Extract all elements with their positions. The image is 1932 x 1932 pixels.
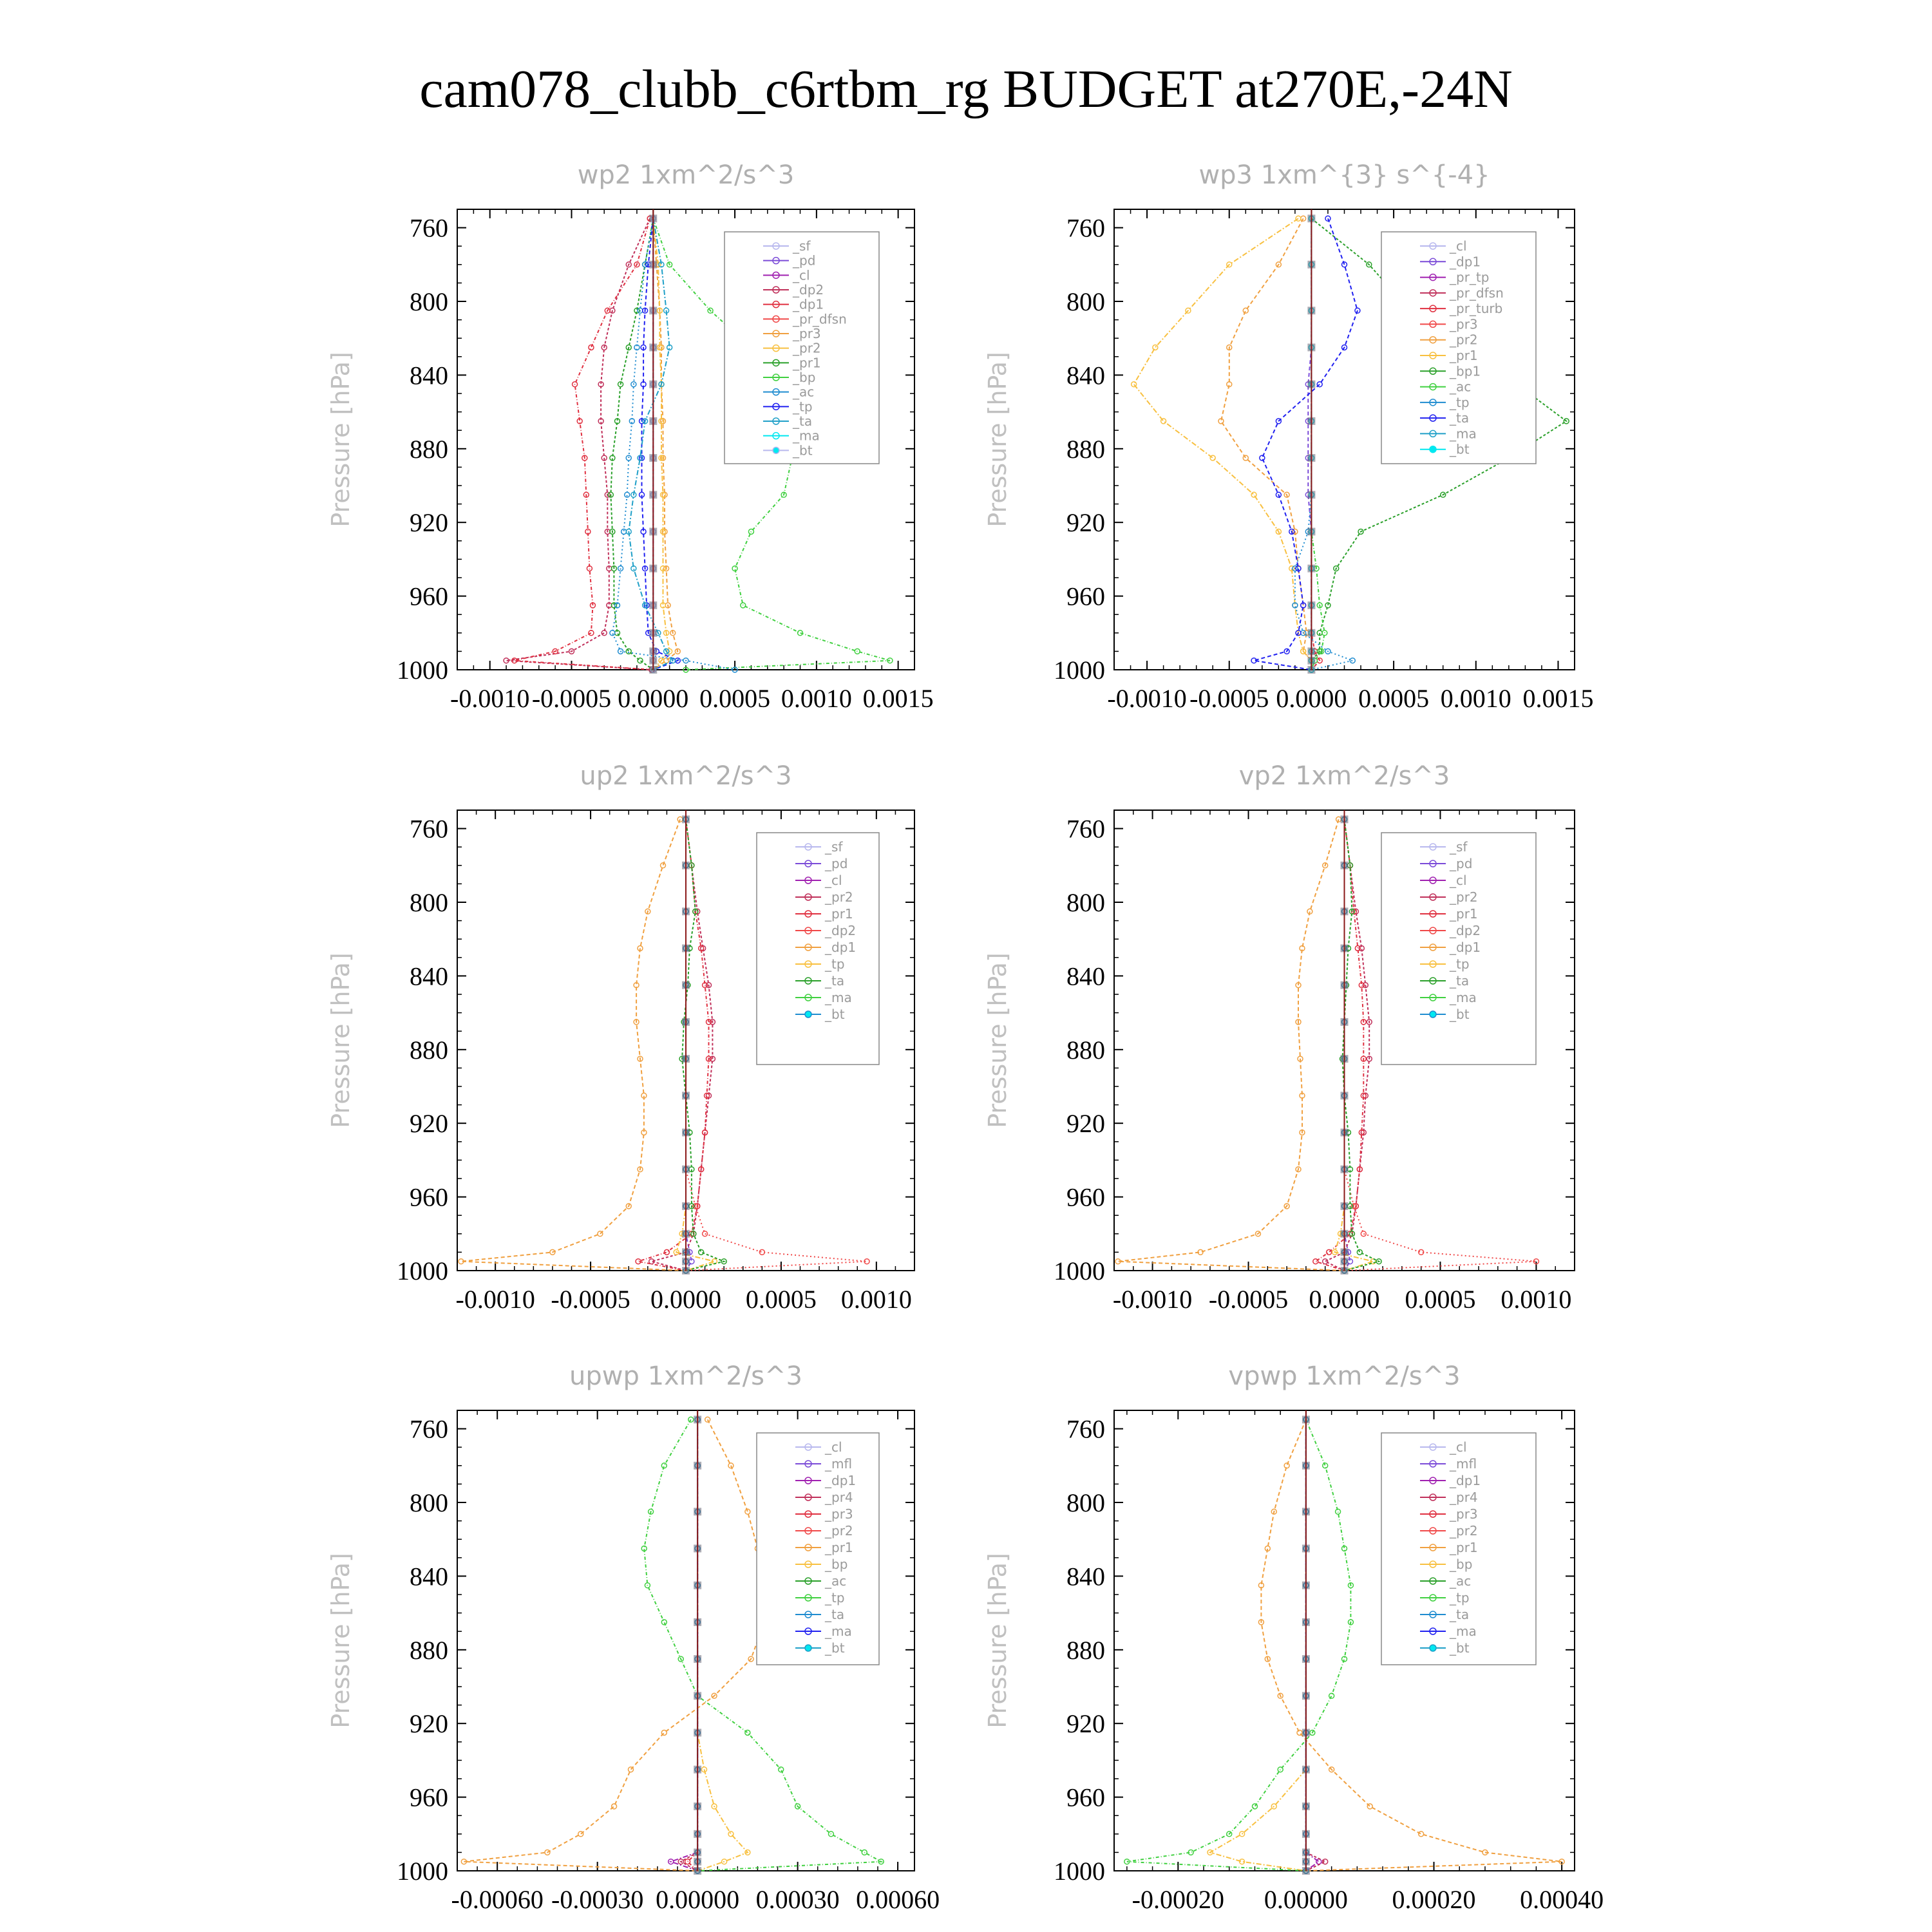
x-tick-label: -0.0010 — [1112, 1285, 1193, 1314]
x-tick-label: 0.00060 — [856, 1885, 940, 1914]
legend-label: _dp1 — [825, 1473, 857, 1488]
data-point — [1161, 419, 1166, 424]
data-point — [1317, 382, 1322, 387]
legend-label: _ma — [825, 1624, 852, 1639]
data-point — [685, 1859, 690, 1864]
panel-title: wp3 1xm^{3} s^{-4} — [1198, 160, 1490, 190]
y-tick-label: 960 — [410, 582, 448, 611]
y-axis-label: Pressure [hPa] — [327, 1553, 355, 1728]
legend-label: _pd — [825, 856, 848, 871]
legend-label: _pr2 — [825, 889, 853, 905]
legend-label: _dp1 — [825, 940, 857, 955]
data-point — [598, 1231, 603, 1236]
legend-label: _pr3 — [1450, 316, 1478, 332]
x-tick-label: -0.00020 — [1132, 1885, 1224, 1914]
y-tick-label: 800 — [410, 287, 448, 316]
legend-label: _pr1 — [1450, 906, 1478, 922]
legend-label: _cl — [1450, 1439, 1467, 1455]
chart-panel-6 — [983, 1361, 1604, 1914]
panel-title: up2 1xm^2/s^3 — [580, 761, 792, 791]
series-line — [697, 1419, 748, 1871]
data-point — [1260, 455, 1265, 460]
y-tick-label: 1000 — [1054, 656, 1105, 685]
data-point — [1252, 1804, 1257, 1809]
data-point — [1350, 658, 1355, 663]
x-tick-label: -0.00030 — [551, 1885, 644, 1914]
x-tick-label: 0.0000 — [650, 1285, 721, 1314]
y-axis-label: Pressure [hPa] — [327, 952, 355, 1128]
y-tick-label: 880 — [410, 434, 448, 464]
y-axis-label: Pressure [hPa] — [983, 1553, 1012, 1728]
panel-title: vpwp 1xm^2/s^3 — [1228, 1361, 1461, 1391]
x-tick-label: 0.00040 — [1520, 1885, 1604, 1914]
y-axis-label: Pressure [hPa] — [983, 352, 1012, 527]
legend-label: _pr2 — [825, 1523, 853, 1539]
legend-label: _ac — [793, 384, 815, 400]
legend-label: _pr1 — [1450, 1540, 1478, 1555]
y-tick-label: 920 — [1066, 1709, 1105, 1739]
data-point — [589, 630, 594, 636]
x-tick-label: -0.0010 — [450, 684, 530, 713]
data-point — [1316, 1859, 1321, 1864]
y-tick-label: 840 — [1066, 361, 1105, 390]
data-point — [1251, 492, 1256, 497]
chart-panel-2 — [983, 160, 1593, 713]
legend-label: _tp — [1450, 394, 1470, 410]
legend-marker — [805, 1645, 811, 1651]
y-tick-label: 760 — [1066, 213, 1105, 243]
legend-label: _ac — [1450, 1573, 1472, 1589]
series-line — [1210, 1419, 1306, 1871]
x-tick-label: -0.00060 — [451, 1885, 544, 1914]
legend-label: _pd — [793, 252, 816, 269]
legend-label: _pr3 — [793, 326, 821, 341]
y-tick-label: 760 — [410, 213, 448, 243]
legend-label: _pr2 — [793, 340, 821, 356]
y-tick-label: 840 — [410, 361, 448, 390]
series-line — [638, 819, 709, 1271]
chart-panel-5 — [327, 1361, 940, 1914]
legend-label: _dp2 — [825, 923, 857, 938]
y-tick-label: 840 — [1066, 1562, 1105, 1591]
series-line — [464, 1419, 764, 1871]
x-tick-label: 0.00000 — [656, 1885, 740, 1914]
chart-panel-4 — [983, 761, 1575, 1314]
y-tick-label: 1000 — [397, 1256, 448, 1285]
panel-title: upwp 1xm^2/s^3 — [569, 1361, 802, 1391]
data-point — [1243, 308, 1248, 313]
y-tick-label: 1000 — [1054, 1256, 1105, 1285]
data-point — [626, 455, 631, 460]
panel-title: wp2 1xm^2/s^3 — [577, 160, 795, 190]
y-tick-label: 880 — [410, 1635, 448, 1665]
legend-label: _cl — [825, 1439, 842, 1455]
legend-label: _sf — [793, 238, 811, 254]
legend-label: _pr3 — [1450, 1506, 1478, 1522]
x-tick-label: 0.00020 — [1392, 1885, 1476, 1914]
series-line — [1221, 218, 1311, 670]
legend-box — [757, 1433, 879, 1665]
data-point — [625, 492, 630, 497]
data-point — [626, 649, 631, 654]
data-point — [1361, 1231, 1366, 1236]
legend-label: _dp1 — [1450, 254, 1481, 270]
legend-label: _cl — [1450, 873, 1467, 888]
y-tick-label: 760 — [1066, 1414, 1105, 1444]
data-point — [745, 1730, 750, 1736]
x-tick-label: -0.0005 — [1189, 684, 1269, 713]
data-point — [1297, 1730, 1302, 1736]
legend-label: _bp — [1450, 1557, 1473, 1572]
chart-panel-1 — [327, 160, 934, 713]
series-line — [1118, 819, 1345, 1271]
legend-label: _ta — [1450, 410, 1470, 426]
legend-label: _mfl — [1450, 1456, 1477, 1472]
series-line — [1127, 1419, 1350, 1871]
legend-label: _pr1 — [825, 906, 853, 922]
y-tick-label: 960 — [1066, 582, 1105, 611]
legend-label: _pr_turb — [1450, 301, 1503, 317]
data-point — [612, 1804, 617, 1809]
legend-label: _pr2 — [1450, 1523, 1478, 1539]
data-point — [664, 658, 669, 663]
legend-label: _pr_dfsn — [1450, 285, 1504, 301]
data-point — [601, 630, 607, 636]
legend-label: _ma — [1450, 990, 1477, 1005]
y-tick-label: 1000 — [397, 656, 448, 685]
y-tick-label: 960 — [410, 1783, 448, 1812]
legend-label: _cl — [793, 267, 810, 283]
series-line — [612, 218, 735, 670]
legend-label: _tp — [1450, 1590, 1470, 1605]
data-point — [661, 1730, 667, 1736]
x-tick-label: 0.0010 — [1501, 1285, 1572, 1314]
legend-marker — [1430, 446, 1436, 453]
data-point — [578, 1832, 583, 1837]
data-point — [1419, 1832, 1424, 1837]
y-tick-label: 1000 — [1054, 1857, 1105, 1886]
y-tick-label: 880 — [1066, 434, 1105, 464]
legend-label: _pr_dfsn — [793, 311, 847, 327]
page-title: cam078_clubb_c6rtbm_rg BUDGET at270E,-24N — [419, 59, 1513, 119]
x-tick-label: 0.0010 — [840, 1285, 912, 1314]
x-tick-label: 0.0000 — [1309, 1285, 1380, 1314]
legend-label: _ta — [1450, 973, 1470, 989]
series-line — [1254, 218, 1358, 670]
y-tick-label: 920 — [410, 1709, 448, 1739]
legend-label: _ma — [1450, 426, 1477, 442]
legend-label: _bp1 — [1450, 363, 1481, 379]
data-point — [1327, 1249, 1332, 1255]
data-point — [1243, 455, 1248, 460]
data-point — [589, 345, 594, 350]
x-tick-label: 0.0010 — [781, 684, 852, 713]
legend-label: _tp — [825, 1590, 845, 1605]
data-point — [661, 1620, 667, 1625]
panel-title: vp2 1xm^2/s^3 — [1238, 761, 1450, 791]
legend-label: _ta — [793, 413, 813, 429]
x-tick-label: 0.0010 — [1440, 684, 1511, 713]
series-line — [1295, 218, 1352, 670]
y-tick-label: 920 — [1066, 508, 1105, 538]
x-tick-label: 0.0005 — [745, 1285, 817, 1314]
legend-label: _bt — [1450, 441, 1470, 457]
y-tick-label: 760 — [410, 1414, 448, 1444]
y-tick-label: 760 — [410, 814, 448, 844]
legend-label: _tp — [1450, 956, 1470, 972]
legend-label: _pd — [1450, 856, 1473, 871]
series-line — [1134, 218, 1312, 670]
x-tick-label: 0.0005 — [1358, 684, 1430, 713]
legend-label: _ta — [1450, 1607, 1470, 1622]
legend-label: _pr1 — [1450, 348, 1478, 363]
data-point — [741, 603, 746, 608]
legend-label: _ta — [825, 973, 845, 989]
y-tick-label: 840 — [410, 1562, 448, 1591]
x-tick-label: 0.0005 — [699, 684, 771, 713]
x-tick-label: -0.0010 — [1107, 684, 1187, 713]
y-tick-label: 960 — [1066, 1182, 1105, 1212]
y-tick-label: 920 — [1066, 1109, 1105, 1139]
legend-label: _ac — [825, 1573, 847, 1589]
legend-label: _pr1 — [793, 355, 821, 371]
legend-label: _ma — [793, 428, 820, 444]
x-tick-label: -0.0005 — [1208, 1285, 1289, 1314]
legend-label: _tp — [793, 399, 813, 415]
legend-label: _pr_tp — [1450, 269, 1490, 285]
data-point — [1153, 345, 1158, 350]
data-point — [621, 529, 627, 535]
series-line — [461, 819, 686, 1271]
legend-label: _ma — [825, 990, 852, 1005]
y-axis-label: Pressure [hPa] — [327, 352, 355, 527]
y-tick-label: 1000 — [397, 1857, 448, 1886]
legend-label: _bp — [825, 1557, 848, 1572]
legend-label: _cl — [1450, 238, 1467, 254]
legend-label: _tp — [825, 956, 845, 972]
legend-marker — [1430, 1645, 1436, 1651]
x-tick-label: 0.0015 — [1522, 684, 1594, 713]
data-point — [1323, 1859, 1328, 1864]
y-tick-label: 760 — [1066, 814, 1105, 844]
legend-label: _dp2 — [1450, 923, 1481, 938]
legend-label: _sf — [1450, 839, 1468, 855]
series-line — [506, 218, 652, 670]
data-point — [779, 1767, 784, 1772]
x-tick-label: -0.0005 — [551, 1285, 630, 1314]
series-line — [642, 218, 678, 670]
x-tick-label: 0.0015 — [862, 684, 934, 713]
chart-panel-3 — [327, 761, 914, 1314]
y-axis-label: Pressure [hPa] — [983, 952, 1012, 1128]
legend-label: _bt — [825, 1640, 845, 1656]
legend-label: _pr2 — [1450, 889, 1478, 905]
legend-label: _bp — [793, 370, 816, 385]
legend-label: _pr4 — [825, 1490, 853, 1505]
data-point — [1323, 1259, 1328, 1264]
legend-label: _bt — [825, 1007, 845, 1022]
legend-marker — [805, 1011, 811, 1018]
legend-label: _dp2 — [793, 282, 824, 298]
legend-label: _cl — [825, 873, 842, 888]
y-tick-label: 960 — [1066, 1783, 1105, 1812]
y-tick-label: 840 — [1066, 961, 1105, 991]
x-tick-label: 0.00000 — [1264, 1885, 1348, 1914]
legend-box — [757, 833, 879, 1065]
data-point — [1210, 455, 1215, 460]
legend-marker — [773, 447, 779, 453]
data-point — [705, 1417, 710, 1422]
y-tick-label: 960 — [410, 1182, 448, 1212]
legend-label: _ma — [1450, 1624, 1477, 1639]
legend-label: _dp1 — [1450, 940, 1481, 955]
legend-label: _ac — [1450, 379, 1472, 395]
y-tick-label: 800 — [1066, 888, 1105, 917]
y-tick-label: 800 — [1066, 287, 1105, 316]
data-point — [703, 1231, 708, 1236]
legend-label: _bt — [1450, 1640, 1470, 1656]
data-point — [1278, 1767, 1283, 1772]
data-point — [728, 1832, 734, 1837]
legend-marker — [1430, 1011, 1436, 1018]
x-tick-label: 0.0000 — [1276, 684, 1347, 713]
legend-label: _ta — [825, 1607, 845, 1622]
data-point — [628, 1767, 633, 1772]
y-tick-label: 880 — [410, 1035, 448, 1065]
data-point — [1132, 382, 1137, 387]
y-tick-label: 880 — [1066, 1035, 1105, 1065]
x-tick-label: -0.0010 — [455, 1285, 535, 1314]
x-tick-label: 0.00030 — [755, 1885, 840, 1914]
data-point — [1357, 1249, 1362, 1255]
series-line — [515, 218, 654, 670]
y-tick-label: 840 — [410, 961, 448, 991]
data-point — [610, 630, 615, 636]
legend-label: _pr1 — [825, 1540, 853, 1555]
legend-label: _pr3 — [825, 1506, 853, 1522]
legend-label: _dp1 — [793, 296, 824, 312]
data-point — [1313, 1259, 1318, 1264]
y-tick-label: 800 — [410, 1488, 448, 1517]
x-tick-label: -0.0005 — [531, 684, 612, 713]
data-point — [638, 658, 643, 663]
y-tick-label: 920 — [410, 1109, 448, 1139]
data-point — [699, 1249, 704, 1255]
y-tick-label: 920 — [410, 508, 448, 538]
y-tick-label: 800 — [410, 888, 448, 917]
legend-label: _pr4 — [1450, 1490, 1478, 1505]
y-tick-label: 800 — [1066, 1488, 1105, 1517]
legend-label: _mfl — [825, 1456, 853, 1472]
data-point — [1367, 1804, 1372, 1809]
legend-label: _dp1 — [1450, 1473, 1481, 1488]
x-tick-label: 0.0005 — [1405, 1285, 1476, 1314]
y-tick-label: 880 — [1066, 1635, 1105, 1665]
legend-label: _sf — [825, 839, 843, 855]
x-tick-label: 0.0000 — [618, 684, 689, 713]
legend-label: _bt — [793, 442, 813, 459]
legend-label: _bt — [1450, 1007, 1470, 1022]
legend-label: _pr2 — [1450, 332, 1478, 348]
